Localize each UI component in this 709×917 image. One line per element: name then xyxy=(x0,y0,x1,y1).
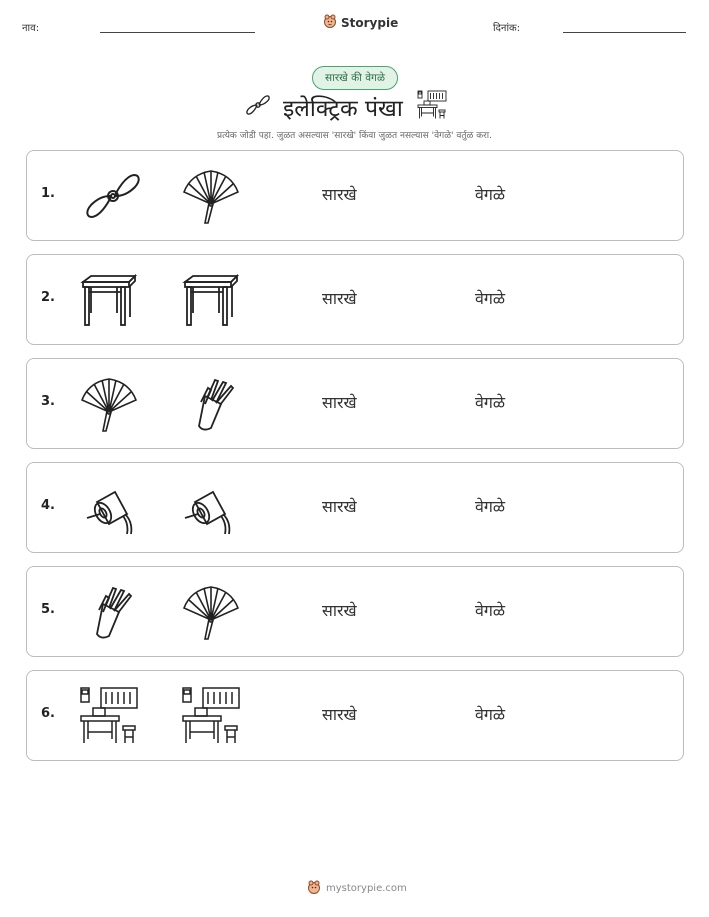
page-title xyxy=(245,90,449,124)
question-card-4 xyxy=(26,462,684,553)
table-icon xyxy=(79,270,139,330)
topic-badge: सारखे की वेगळे xyxy=(312,66,398,90)
workshop-icon xyxy=(181,686,241,746)
different-option[interactable]: वेगळे xyxy=(475,289,506,308)
hand-fan-icon xyxy=(181,582,241,642)
same-option[interactable]: सारखे xyxy=(322,185,357,204)
propeller-icon xyxy=(245,92,271,122)
workshop-icon xyxy=(79,686,139,746)
question-number: 3. xyxy=(41,394,55,409)
question-number: 4. xyxy=(41,498,55,513)
hand-fan-icon xyxy=(181,166,241,226)
same-option[interactable]: सारखे xyxy=(322,497,357,516)
hand-fan-icon xyxy=(79,374,139,434)
question-card-2 xyxy=(26,254,684,345)
question-card-1 xyxy=(26,150,684,241)
same-option[interactable]: सारखे xyxy=(322,289,357,308)
footer-url[interactable]: mystorypie.com xyxy=(326,883,407,894)
question-card-3 xyxy=(26,358,684,449)
title-text: इलेक्ट्रिक पंखा xyxy=(283,96,403,122)
name-label: नाव: xyxy=(22,23,40,34)
question-number: 6. xyxy=(41,706,55,721)
same-option[interactable]: सारखे xyxy=(322,393,357,412)
different-option[interactable]: वेगळे xyxy=(475,705,506,724)
brand-name: Storypie xyxy=(341,15,399,30)
propeller-icon xyxy=(83,166,143,226)
table-icon xyxy=(181,270,241,330)
different-option[interactable]: वेगळे xyxy=(475,185,506,204)
question-number: 1. xyxy=(41,186,55,201)
question-number: 2. xyxy=(41,290,55,305)
question-card-6 xyxy=(26,670,684,761)
different-option[interactable]: वेगळे xyxy=(475,601,506,620)
storypie-mascot-icon xyxy=(323,14,337,31)
brand-logo xyxy=(323,14,398,31)
wire-bundle-icon xyxy=(181,374,241,434)
same-option[interactable]: सारखे xyxy=(322,705,357,724)
motor-icon xyxy=(181,478,241,538)
name-line xyxy=(100,32,255,33)
footer xyxy=(307,880,407,897)
question-card-5 xyxy=(26,566,684,657)
workshop-icon xyxy=(415,90,449,124)
same-option[interactable]: सारखे xyxy=(322,601,357,620)
different-option[interactable]: वेगळे xyxy=(475,393,506,412)
different-option[interactable]: वेगळे xyxy=(475,497,506,516)
wire-bundle-icon xyxy=(79,582,139,642)
date-label: दिनांक: xyxy=(493,23,521,34)
motor-icon xyxy=(83,478,143,538)
date-line xyxy=(563,32,686,33)
instruction-text: प्रत्येक जोडी पहा. जुळत असल्यास 'सारखे' किंवा जुळत नसल्यास 'वेगळे' वर्तुळ करा. xyxy=(216,131,492,141)
question-number: 5. xyxy=(41,602,55,617)
storypie-mascot-icon xyxy=(307,880,321,897)
